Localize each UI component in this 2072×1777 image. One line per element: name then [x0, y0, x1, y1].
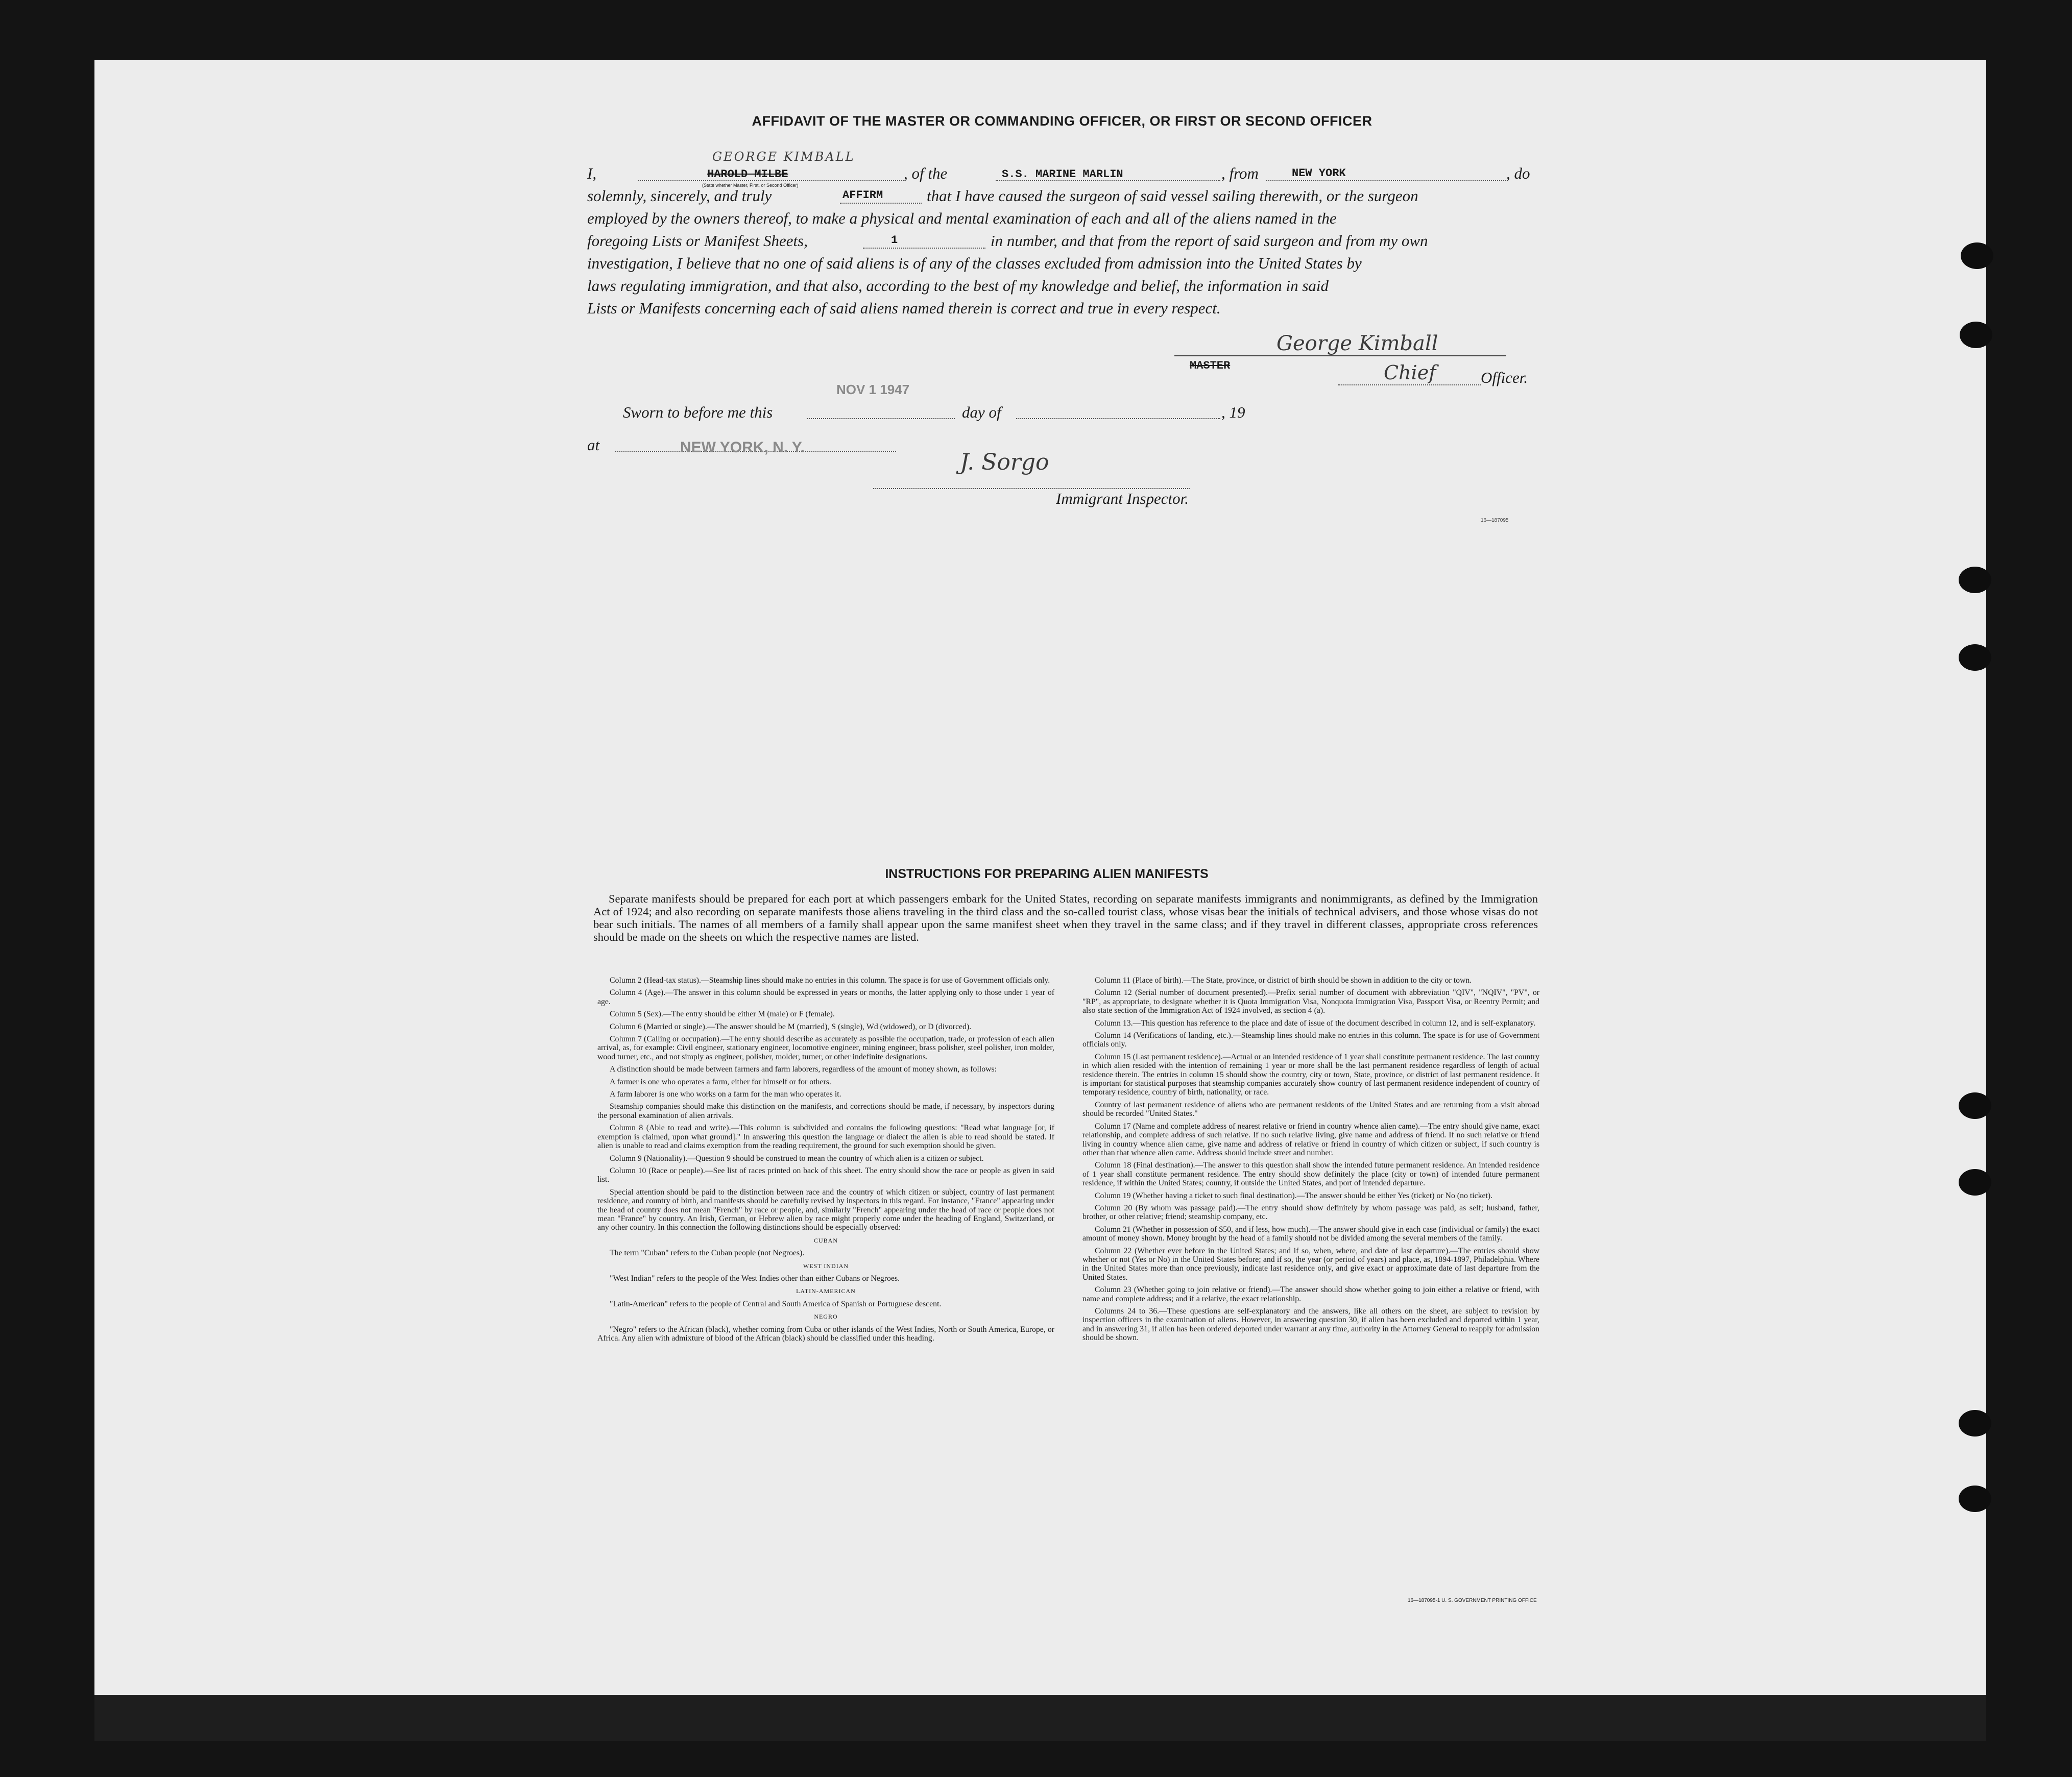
sheet-count: 1: [891, 234, 898, 247]
latin-american-definition: "Latin-American" refers to the people of Central and South America of Spanish or Portuguese descent.: [610, 1299, 942, 1308]
instruction-item: Column 6 (Married or single).—The answer should be M (married), S (single), Wd (widowed), or D (divorced).: [610, 1022, 972, 1031]
oath-word: AFFIRM: [842, 189, 883, 202]
instruction-item: Column 4 (Age).—The answer in this column should be expressed in years or months, the latter applying only to those under 1 year of age.: [597, 988, 1054, 1006]
day-of-label: day of: [962, 403, 1001, 421]
west-indian-definition: "West Indian" refers to the people of the West Indies other than either Cubans or Negroes.: [610, 1274, 900, 1283]
instruction-item: Column 12 (Serial number of document presented).—Prefix serial number of document with abbreviation "QIV", "NQIV", "PV", or "RP", as appropriate, to designate whether it is Quota Immigration Visa, Nonquota Immigration Visa, Passport Visa, or Reentry Permit; and also state section of the Immigration Act of 1924 involved, as section 4 (a).: [1082, 988, 1539, 1015]
punch-hole: [1959, 567, 1991, 593]
affidavit-line-5: investigation, I believe that no one of said aliens is of any of the classes excluded from admission into the United States by: [587, 254, 1362, 272]
sworn-label: Sworn to before me this: [623, 403, 773, 421]
instruction-item: Columns 24 to 36.—These questions are self-explanatory and the answers, like all others on the sheet, are subject to revision by inspection officers in the examination of aliens. However, in answering question 30, if alien has been excluded and deported within 1 year, and in answering 31, if alien has been ordered deported under warrant at any time, authority in the Attorney General to reapply for admission should be shown.: [1082, 1307, 1539, 1343]
latin-american-heading: LATIN-AMERICAN: [796, 1287, 856, 1295]
from-label: , from: [1221, 164, 1259, 182]
instructions-intro: Separate manifests should be prepared for each port at which passengers embark for the United States, recording on separate manifests immigrants and nonimmigrants, as defined by the Immigration Act of 1924; and also recording on separate manifests those aliens traveling in the third class and the so-called tourist class, whose visas bear the initials of technical advisers, and those whose visas do not bear such initials. The names of all members of a family shall appear upon the same manifest sheet when they travel in the same class; and if they travel in different classes, appropriate cross references should be made on the sheets on which the respective names are listed.: [593, 892, 1538, 943]
punch-hole: [1961, 242, 1993, 269]
punch-hole: [1959, 644, 1991, 671]
instruction-item: Column 7 (Calling or occupation).—The entry should describe as accurately as possible the occupation, trade, or profession of each alien arrival, as, for example: Civil engineer, stationary engineer, locomotive engineer, mining engineer, brass polisher, steel polisher, iron molder, wood turner, etc., and not simply as engineer, polisher, molder, turner, or other indefinite designations.: [597, 1035, 1054, 1061]
instruction-item: Column 15 (Last permanent residence).—Actual or an intended residence of 1 year shall constitute permanent residence. The last country in which alien resided with the intention of remaining 1 year or more shall be the last permanent residence regardless of length of actual residence therein. The entries in column 15 should show the country, city or town, State, province, or district of last permanent residence. It is important for statistical purposes that steamship companies accurately show country of last permanent residence independent of country of temporary residence, country of birth, nationality, or race.: [1082, 1052, 1539, 1097]
instruction-item: Special attention should be paid to the distinction between race and the country of which citizen or subject, country of last permanent residence, and country of birth, and manifests should be carefully revised by inspectors in this regard. For instance, "France" appearing under the head of country does not mean "French" by race or people, and, similarly "French" appearing under the head of race or people does not mean "France" by country. An Irish, German, or Hebrew alien by race might properly come under the heading of England, Switzerland, or any other country. In this connection the following distinctions should be especially observed:: [597, 1187, 1054, 1232]
instruction-item: Column 20 (By whom was passage paid).—The entry should show definitely by whom passage was paid, as self; husband, father, brother, or other relative; friend; steamship company, etc.: [1082, 1203, 1539, 1222]
sheet-count-line: [863, 247, 985, 249]
instruction-item: A farm laborer is one who works on a farm for the man who operates it.: [610, 1090, 841, 1099]
punch-hole: [1959, 1486, 1991, 1512]
rank-handwritten: Chief: [1384, 361, 1436, 384]
officer-name-note: (State whether Master, First, or Second Officer): [702, 183, 799, 188]
form-number: 16—187095: [1481, 518, 1509, 523]
instruction-item: Column 22 (Whether ever before in the United States; and if so, when, where, and date of last departure).—The entries should show whether or not (Yes or No) in the United States before; and if so, the year (or period of years) and place, as, 1894-1897, Philadelphia. Where in the United States more than once previously, indicate last residence only, and give exact or approximate date of last departure from the United States.: [1082, 1246, 1539, 1282]
rank-struck: MASTER: [1190, 359, 1231, 372]
instruction-item: Steamship companies should make this distinction on the manifests, and corrections should be made, if necessary, by inspectors during the personal examination of alien arrivals.: [597, 1102, 1054, 1120]
punch-hole: [1959, 1169, 1991, 1196]
officer-name-handwritten: GEORGE KIMBALL: [712, 150, 855, 164]
page-edge: [94, 1695, 1986, 1741]
instructions-right-column: [1082, 976, 1539, 1346]
at-label: at: [587, 436, 600, 454]
rank-line: [1338, 384, 1481, 385]
printing-office-footer: 16—187095-1 U. S. GOVERNMENT PRINTING OFFICE: [1408, 1598, 1537, 1603]
affidavit-line-4-end: in number, and that from the report of said surgeon and from my own: [991, 232, 1428, 250]
instruction-item: Column 11 (Place of birth).—The State, province, or district of birth should be shown in addition to the city or town.: [1095, 976, 1472, 985]
officer-suffix: Officer.: [1481, 369, 1528, 386]
instruction-item: Column 19 (Whether having a ticket to such final destination).—The answer should be either Yes (ticket) or No (no ticket).: [1095, 1191, 1493, 1200]
instruction-item: Column 21 (Whether in possession of $50, and if less, how much).—The answer should give in each case (individual or family) the exact amount of money shown. Money brought by the head of a family should not be divided among the several members of the family.: [1082, 1225, 1539, 1243]
instruction-item: Column 17 (Name and complete address of nearest relative or friend in country whence alien came).—The entry should give name, exact relationship, and complete address of such relative. If no such relative living, give name and address of friend. If no such relative or friend living in country whence alien came, give name and address of relative or friend in country of which citizen or subject, if such country is other than that whence alien came. Address should include street and number.: [1082, 1122, 1539, 1157]
instruction-item: Column 2 (Head-tax status).—Steamship lines should make no entries in this column. The space is for use of Government officials only.: [610, 976, 1050, 985]
instruction-item: Column 8 (Able to read and write).—This column is subdivided and contains the following questions: "Read what language [or, if exemption is claimed, upon what ground]." In answering this question the language or dialect the alien is able to read should be stated. If alien is unable to read and claims exemption from the reading requirement, the ground for such exemption should be given.: [597, 1124, 1054, 1151]
of-the-label: , of the: [904, 164, 948, 182]
affidavit-line-4-start: foregoing Lists or Manifest Sheets,: [587, 232, 808, 250]
affidavit-line-7: Lists or Manifests concerning each of said aliens named therein is correct and true in every respect.: [587, 299, 1221, 317]
punch-hole: [1960, 322, 1992, 348]
instruction-item: Column 23 (Whether going to join relative or friend).—The answer should show whether going to join either a relative or friend, with name and complete address; and if a relative, the exact relationship.: [1082, 1285, 1539, 1303]
officer-signature: George Kimball: [1276, 332, 1438, 355]
affidavit-i: I,: [587, 164, 597, 182]
punch-hole: [1959, 1092, 1991, 1119]
negro-definition: "Negro" refers to the African (black), whether coming from Cuba or other islands of the West Indies, North or South America, Europe, or Africa. Any alien with admixture of blood of the African (black) should be classified under this heading.: [597, 1325, 1054, 1343]
do-label: , do: [1506, 164, 1530, 182]
instruction-item: Country of last permanent residence of aliens who are permanent residents of the United States and are returning from a visit abroad should be recorded "United States.": [1082, 1100, 1539, 1118]
officer-signature-line: [1174, 355, 1506, 356]
instruction-item: Column 14 (Verifications of landing, etc.).—Steamship lines should make no entries in this column. The space is for use of Government officials only.: [1082, 1031, 1539, 1049]
instruction-item: Column 5 (Sex).—The entry should be either M (male) or F (female).: [610, 1010, 835, 1019]
west-indian-heading: WEST INDIAN: [803, 1262, 849, 1270]
instruction-item: Column 13.—This question has reference to the place and date of issue of the document described in column 12, and is self-explanatory.: [1095, 1018, 1536, 1028]
cuban-heading: CUBAN: [813, 1236, 838, 1244]
punch-hole: [1959, 1410, 1991, 1437]
affidavit-line-2-start: solemnly, sincerely, and truly: [587, 187, 772, 205]
affidavit-line-6: laws regulating immigration, and that also, according to the best of my knowledge and belief, the information in said: [587, 277, 1329, 295]
oath-line: [840, 202, 922, 204]
affidavit-title: AFFIDAVIT OF THE MASTER OR COMMANDING OFFICER, OR FIRST OR SECOND OFFICER: [752, 113, 1372, 129]
instruction-item: Column 10 (Race or people).—See list of races printed on back of this sheet. The entry should show the race or people as given in said list.: [597, 1166, 1054, 1184]
cuban-definition: The term "Cuban" refers to the Cuban people (not Negroes).: [610, 1249, 805, 1258]
instruction-item: Column 18 (Final destination).—The answer to this question shall show the intended future permanent residence. An intended residence of 1 year shall constitute permanent residence. The entry should show definitely the place (city or town) of intended future permanent residence, if within the United States; country, if outside the United States, and port of intended departure.: [1082, 1161, 1539, 1188]
place-stamp: NEW YORK, N. Y.: [680, 439, 805, 456]
negro-heading: NEGRO: [814, 1313, 838, 1321]
instructions-title: INSTRUCTIONS FOR PREPARING ALIEN MANIFESTS: [885, 867, 1209, 881]
ship-name: S.S. MARINE MARLIN: [1002, 168, 1123, 181]
inspector-label: Immigrant Inspector.: [1056, 490, 1189, 507]
instructions-left-column: [597, 976, 1054, 1346]
instruction-item: Column 9 (Nationality).—Question 9 should be construed to mean the country of which alien is a citizen or subject.: [610, 1154, 984, 1163]
port-name: NEW YORK: [1292, 167, 1346, 180]
inspector-signature: J. Sorgo: [960, 449, 1049, 475]
sworn-day-line: [807, 418, 955, 419]
instruction-item: A distinction should be made between farmers and farm laborers, regardless of the amount of money shown, as follows:: [610, 1065, 997, 1074]
sworn-month-line: [1016, 418, 1220, 419]
instruction-item: A farmer is one who operates a farm, either for himself or for others.: [610, 1077, 831, 1086]
officer-name-typed: HAROLD MILBE: [707, 168, 788, 181]
affidavit-line-2-end: that I have caused the surgeon of said vessel sailing therewith, or the surgeon: [927, 187, 1418, 205]
affidavit-line-3: employed by the owners thereof, to make a physical and mental examination of each and all of the aliens named in the: [587, 209, 1337, 227]
port-line: [1266, 180, 1506, 181]
sworn-date-stamp: NOV 1 1947: [836, 382, 910, 397]
year-prefix: , 19: [1221, 403, 1245, 421]
